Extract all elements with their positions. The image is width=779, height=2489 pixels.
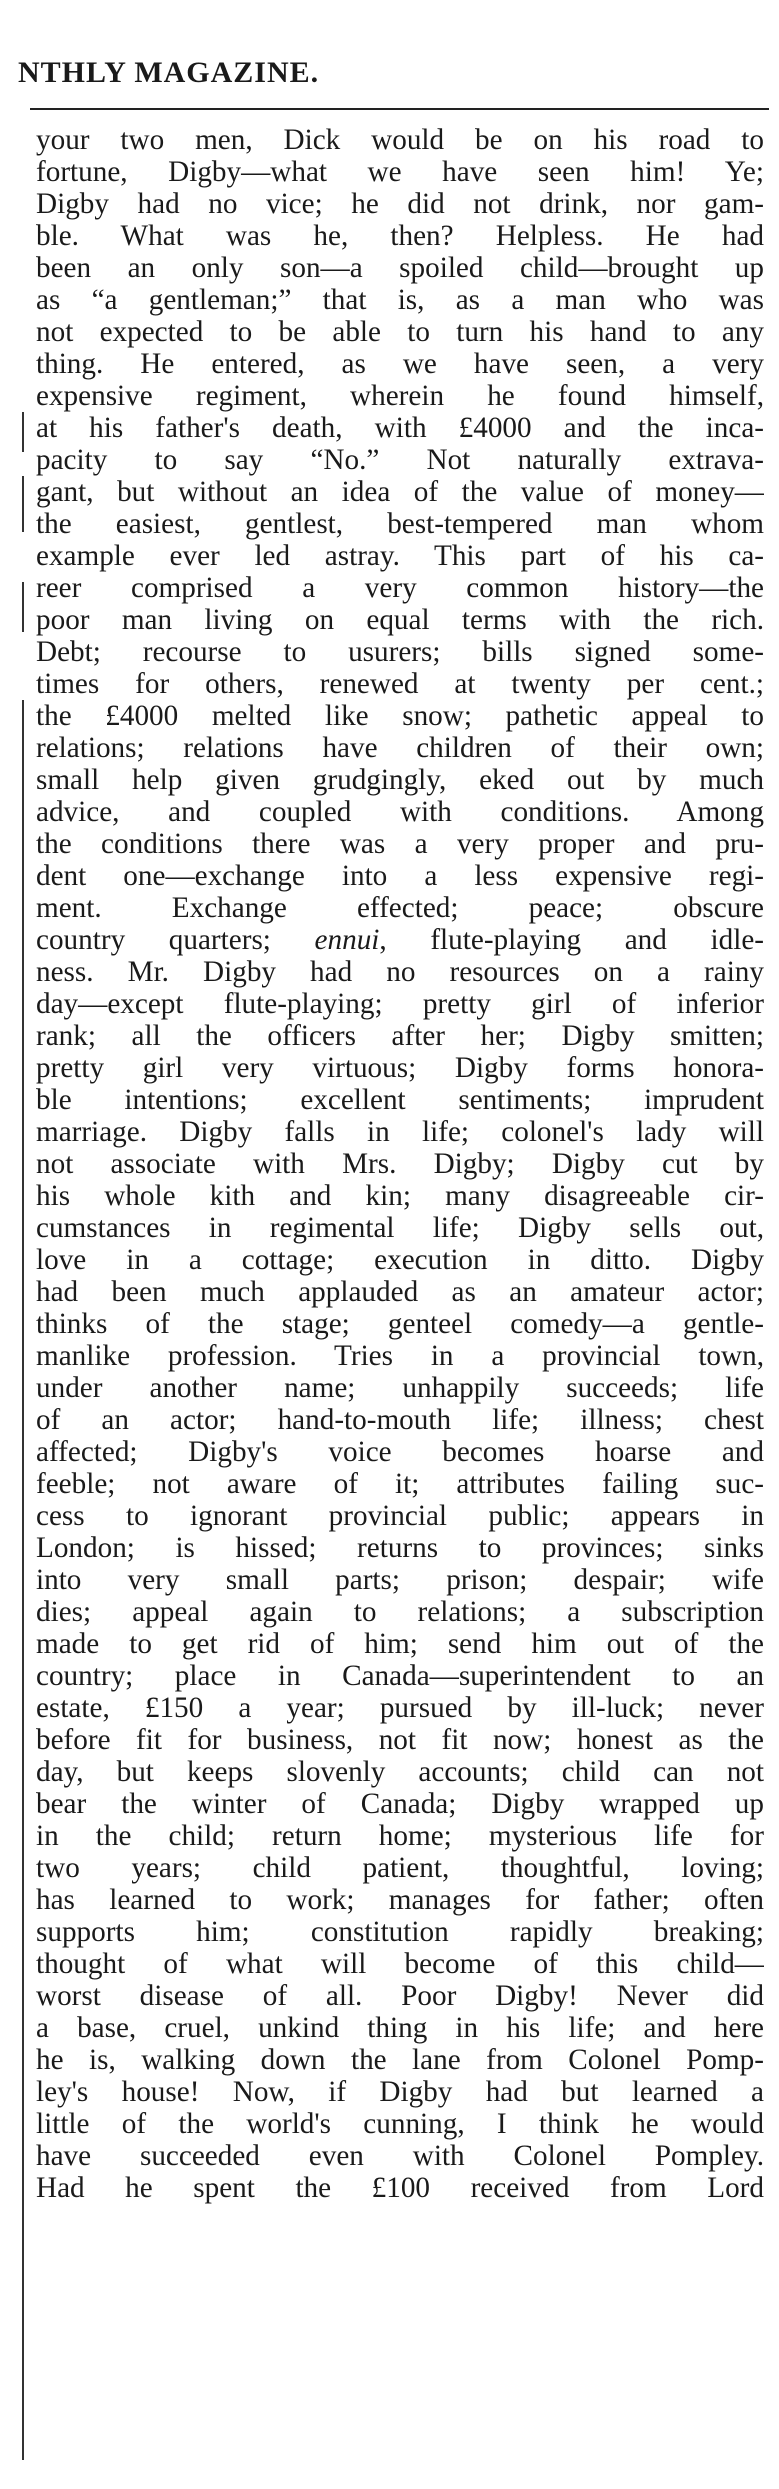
text-line: his whole kith and kin; many disagreeable cir- [36,1180,764,1212]
text-line: relations; relations have children of their own; [36,732,764,764]
text-line: not expected to be able to turn his hand to any [36,316,764,348]
text-line: not associate with Mrs. Digby; Digby cut by [36,1148,764,1180]
text-line: Digby had no vice; he did not drink, nor gam- [36,188,764,220]
running-header: NTHLY MAGAZINE. [18,56,320,89]
text-line: been an only son—a spoiled child—brought up [36,252,764,284]
text-line: cess to ignorant provincial public; appears in [36,1500,764,1532]
text-line: day—except flute-playing; pretty girl of inferior [36,988,764,1020]
text-line: supports him; constitution rapidly breaking; [36,1916,764,1948]
text-line: ley's house! Now, if Digby had but learned a [36,2076,764,2108]
text-line: had been much applauded as an amateur actor; [36,1276,764,1308]
text-line: example ever led astray. This part of his ca- [36,540,764,572]
text-line: Had he spent the £100 received from Lord [36,2172,764,2204]
text-line: little of the world's cunning, I think he would [36,2108,764,2140]
text-line: at his father's death, with £4000 and the inca- [36,412,764,444]
text-line: has learned to work; manages for father; often [36,1884,764,1916]
text-line: as “a gentleman;” that is, as a man who was [36,284,764,316]
margin-mark [22,412,24,452]
text-line: your two men, Dick would be on his road to [36,124,764,156]
text-line: ness. Mr. Digby had no resources on a rainy [36,956,764,988]
text-line: in the child; return home; mysterious life for [36,1820,764,1852]
text-line: London; is hissed; returns to provinces; sinks [36,1532,764,1564]
text-line: ble intentions; excellent sentiments; imprudent [36,1084,764,1116]
text-line: the conditions there was a very proper and pru- [36,828,764,860]
text-line: poor man living on equal terms with the rich. [36,604,764,636]
text-line: country; place in Canada—superintendent to an [36,1660,764,1692]
text-line: bear the winter of Canada; Digby wrapped up [36,1788,764,1820]
margin-mark [22,700,24,2460]
text-line: into very small parts; prison; despair; wife [36,1564,764,1596]
text-line: he is, walking down the lane from Colonel Pomp- [36,2044,764,2076]
text-line: cumstances in regimental life; Digby sells out, [36,1212,764,1244]
text-line: feeble; not aware of it; attributes failing suc- [36,1468,764,1500]
text-line: dent one—exchange into a less expensive regi- [36,860,764,892]
italic-word: ennui [314,924,380,956]
margin-mark [22,476,24,532]
text-line: the easiest, gentlest, best-tempered man whom [36,508,764,540]
text-line: thought of what will become of this child— [36,1948,764,1980]
text-line: fortune, Digby—what we have seen him! Ye; [36,156,764,188]
text-line: country quarters; ennui, flute-playing and idle- [36,924,764,956]
text-line: love in a cottage; execution in ditto. Digby [36,1244,764,1276]
text-line: the £4000 melted like snow; pathetic appeal to [36,700,764,732]
text-line: expensive regiment, wherein he found himself, [36,380,764,412]
text-line: pretty girl very virtuous; Digby forms honora- [36,1052,764,1084]
text-line: of an actor; hand-to-mouth life; illness; chest [36,1404,764,1436]
text-line: advice, and coupled with conditions. Among [36,796,764,828]
text-line: affected; Digby's voice becomes hoarse and [36,1436,764,1468]
text-line: small help given grudgingly, eked out by much [36,764,764,796]
text-line: a base, cruel, unkind thing in his life; and here [36,2012,764,2044]
header-rule [30,108,769,110]
text-line: marriage. Digby falls in life; colonel's lady will [36,1116,764,1148]
text-line: have succeeded even with Colonel Pompley. [36,2140,764,2172]
text-line: rank; all the officers after her; Digby smitten; [36,1020,764,1052]
article-body [36,124,764,2204]
text-line: worst disease of all. Poor Digby! Never did [36,1980,764,2012]
text-line: thing. He entered, as we have seen, a very [36,348,764,380]
text-line: two years; child patient, thoughtful, loving; [36,1852,764,1884]
text-line: gant, but without an idea of the value of money— [36,476,764,508]
text-line: dies; appeal again to relations; a subscription [36,1596,764,1628]
text-line: made to get rid of him; send him out of the [36,1628,764,1660]
text-line: times for others, renewed at twenty per cent.; [36,668,764,700]
text-line: pacity to say “No.” Not naturally extrava- [36,444,764,476]
text-line: reer comprised a very common history—the [36,572,764,604]
text-line: day, but keeps slovenly accounts; child can not [36,1756,764,1788]
margin-mark [22,582,24,632]
text-line: Debt; recourse to usurers; bills signed some- [36,636,764,668]
text-line: thinks of the stage; genteel comedy—a gentle- [36,1308,764,1340]
text-line: under another name; unhappily succeeds; life [36,1372,764,1404]
text-line: ble. What was he, then? Helpless. He had [36,220,764,252]
text-line: ment. Exchange effected; peace; obscure [36,892,764,924]
text-line: before fit for business, not fit now; honest as the [36,1724,764,1756]
text-line: manlike profession. Tries in a provincial town, [36,1340,764,1372]
text-line: estate, £150 a year; pursued by ill-luck; never [36,1692,764,1724]
